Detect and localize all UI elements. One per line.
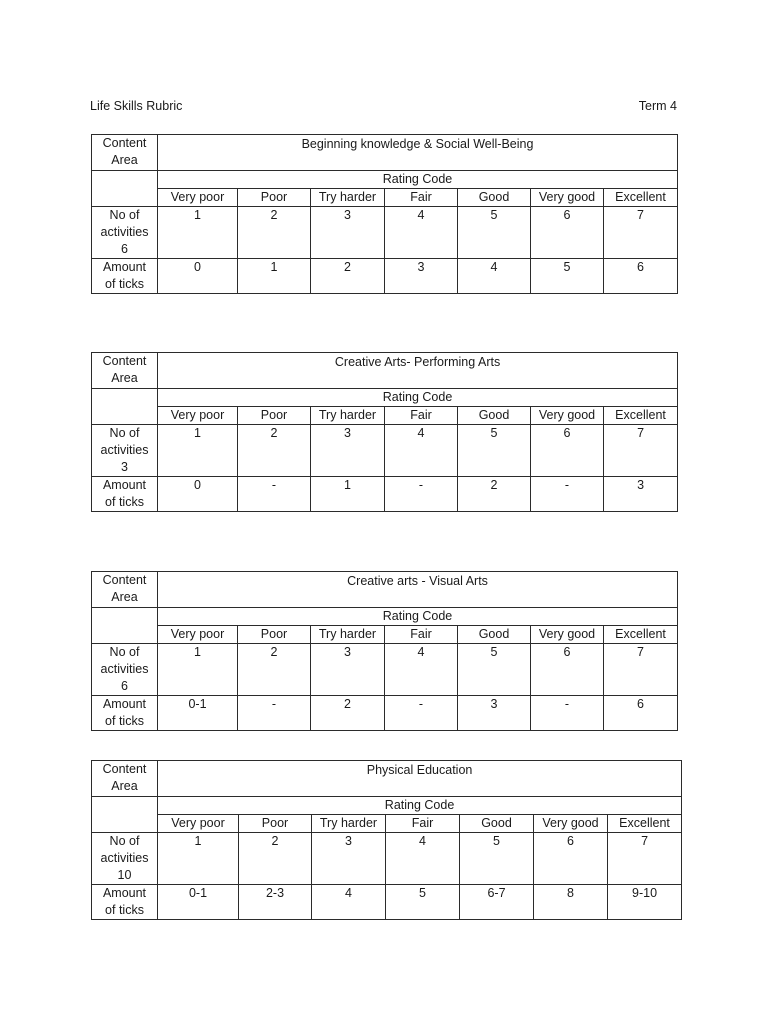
ticks-cell: 8 <box>534 885 608 920</box>
rating-code-cell: 7 <box>604 207 678 259</box>
rating-code-cell: 4 <box>385 644 458 696</box>
content-area-title: Beginning knowledge & Social Well-Being <box>158 135 678 171</box>
level-label: Very poor <box>158 189 238 207</box>
ticks-cell: 2 <box>311 259 385 294</box>
level-label: Very good <box>534 815 608 833</box>
ticks-cell: 0 <box>158 259 238 294</box>
rating-code-cell: 6 <box>534 833 608 885</box>
level-label: Very poor <box>158 815 239 833</box>
level-label: Fair <box>385 626 458 644</box>
ticks-label: Amount of ticks <box>92 477 158 512</box>
rating-code-label: Rating Code <box>158 797 682 815</box>
ticks-cell: 4 <box>312 885 386 920</box>
rubric-table-physical-education <box>91 760 682 920</box>
ticks-cell: 9-10 <box>608 885 682 920</box>
level-label: Poor <box>239 815 312 833</box>
ticks-cell: - <box>531 696 604 731</box>
rating-code-cell: 6 <box>531 425 604 477</box>
level-label: Very good <box>531 626 604 644</box>
blank-cell <box>92 797 158 833</box>
ticks-cell: 2-3 <box>239 885 312 920</box>
level-label: Good <box>458 189 531 207</box>
ticks-cell: 6 <box>604 696 678 731</box>
level-label: Very good <box>531 189 604 207</box>
document-title: Life Skills Rubric <box>90 99 183 113</box>
rating-code-cell: 5 <box>458 644 531 696</box>
ticks-cell: 6-7 <box>460 885 534 920</box>
level-label: Poor <box>238 626 311 644</box>
ticks-cell: - <box>385 696 458 731</box>
level-label: Fair <box>385 189 458 207</box>
rating-code-cell: 1 <box>158 833 239 885</box>
rubric-table-performing-arts <box>91 352 678 512</box>
level-label: Very good <box>531 407 604 425</box>
blank-cell <box>92 171 158 207</box>
content-area-label: Content Area <box>92 135 158 171</box>
rating-code-cell: 2 <box>239 833 312 885</box>
rating-code-cell: 1 <box>158 425 238 477</box>
ticks-label: Amount of ticks <box>92 885 158 920</box>
ticks-cell: - <box>385 477 458 512</box>
level-label: Excellent <box>604 407 678 425</box>
level-label: Excellent <box>604 189 678 207</box>
content-area-label: Content Area <box>92 572 158 608</box>
level-label: Try harder <box>311 189 385 207</box>
level-label: Poor <box>238 189 311 207</box>
rating-code-cell: 5 <box>458 207 531 259</box>
rating-code-label: Rating Code <box>158 171 678 189</box>
ticks-cell: 5 <box>531 259 604 294</box>
blank-cell <box>92 608 158 644</box>
ticks-cell: 3 <box>458 696 531 731</box>
level-label: Try harder <box>312 815 386 833</box>
rating-code-cell: 4 <box>385 207 458 259</box>
rating-code-cell: 1 <box>158 644 238 696</box>
level-label: Try harder <box>311 407 385 425</box>
level-label: Fair <box>386 815 460 833</box>
activities-label: No of activities 10 <box>92 833 158 885</box>
ticks-cell: 3 <box>385 259 458 294</box>
rating-code-cell: 2 <box>238 207 311 259</box>
ticks-cell: 5 <box>386 885 460 920</box>
rating-code-cell: 7 <box>608 833 682 885</box>
content-area-label: Content Area <box>92 761 158 797</box>
ticks-cell: - <box>238 477 311 512</box>
rating-code-cell: 5 <box>458 425 531 477</box>
ticks-label: Amount of ticks <box>92 259 158 294</box>
ticks-cell: 2 <box>311 696 385 731</box>
content-area-title: Creative Arts- Performing Arts <box>158 353 678 389</box>
activities-label: No of activities 6 <box>92 644 158 696</box>
content-area-title: Physical Education <box>158 761 682 797</box>
ticks-cell: 0-1 <box>158 885 239 920</box>
ticks-label: Amount of ticks <box>92 696 158 731</box>
rating-code-cell: 7 <box>604 644 678 696</box>
rating-code-cell: 5 <box>460 833 534 885</box>
rating-code-cell: 6 <box>531 644 604 696</box>
content-area-title: Creative arts - Visual Arts <box>158 572 678 608</box>
rating-code-cell: 7 <box>604 425 678 477</box>
ticks-cell: 1 <box>311 477 385 512</box>
ticks-cell: - <box>531 477 604 512</box>
level-label: Excellent <box>608 815 682 833</box>
rating-code-cell: 4 <box>386 833 460 885</box>
level-label: Very poor <box>158 407 238 425</box>
term-label: Term 4 <box>638 99 677 113</box>
rating-code-label: Rating Code <box>158 608 678 626</box>
rating-code-cell: 3 <box>311 425 385 477</box>
ticks-cell: - <box>238 696 311 731</box>
rating-code-cell: 4 <box>385 425 458 477</box>
rubric-table-visual-arts <box>91 571 678 731</box>
level-label: Excellent <box>604 626 678 644</box>
rating-code-cell: 6 <box>531 207 604 259</box>
rating-code-cell: 3 <box>312 833 386 885</box>
blank-cell <box>92 389 158 425</box>
ticks-cell: 4 <box>458 259 531 294</box>
level-label: Fair <box>385 407 458 425</box>
activities-label: No of activities 6 <box>92 207 158 259</box>
rating-code-cell: 1 <box>158 207 238 259</box>
level-label: Very poor <box>158 626 238 644</box>
level-label: Try harder <box>311 626 385 644</box>
level-label: Poor <box>238 407 311 425</box>
ticks-cell: 0 <box>158 477 238 512</box>
ticks-cell: 6 <box>604 259 678 294</box>
rubric-table-social-well-being <box>91 134 678 294</box>
rating-code-cell: 2 <box>238 425 311 477</box>
ticks-cell: 2 <box>458 477 531 512</box>
rating-code-cell: 3 <box>311 207 385 259</box>
rating-code-label: Rating Code <box>158 389 678 407</box>
content-area-label: Content Area <box>92 353 158 389</box>
rating-code-cell: 3 <box>311 644 385 696</box>
level-label: Good <box>458 626 531 644</box>
ticks-cell: 0-1 <box>158 696 238 731</box>
ticks-cell: 1 <box>238 259 311 294</box>
level-label: Good <box>458 407 531 425</box>
activities-label: No of activities 3 <box>92 425 158 477</box>
rating-code-cell: 2 <box>238 644 311 696</box>
ticks-cell: 3 <box>604 477 678 512</box>
level-label: Good <box>460 815 534 833</box>
